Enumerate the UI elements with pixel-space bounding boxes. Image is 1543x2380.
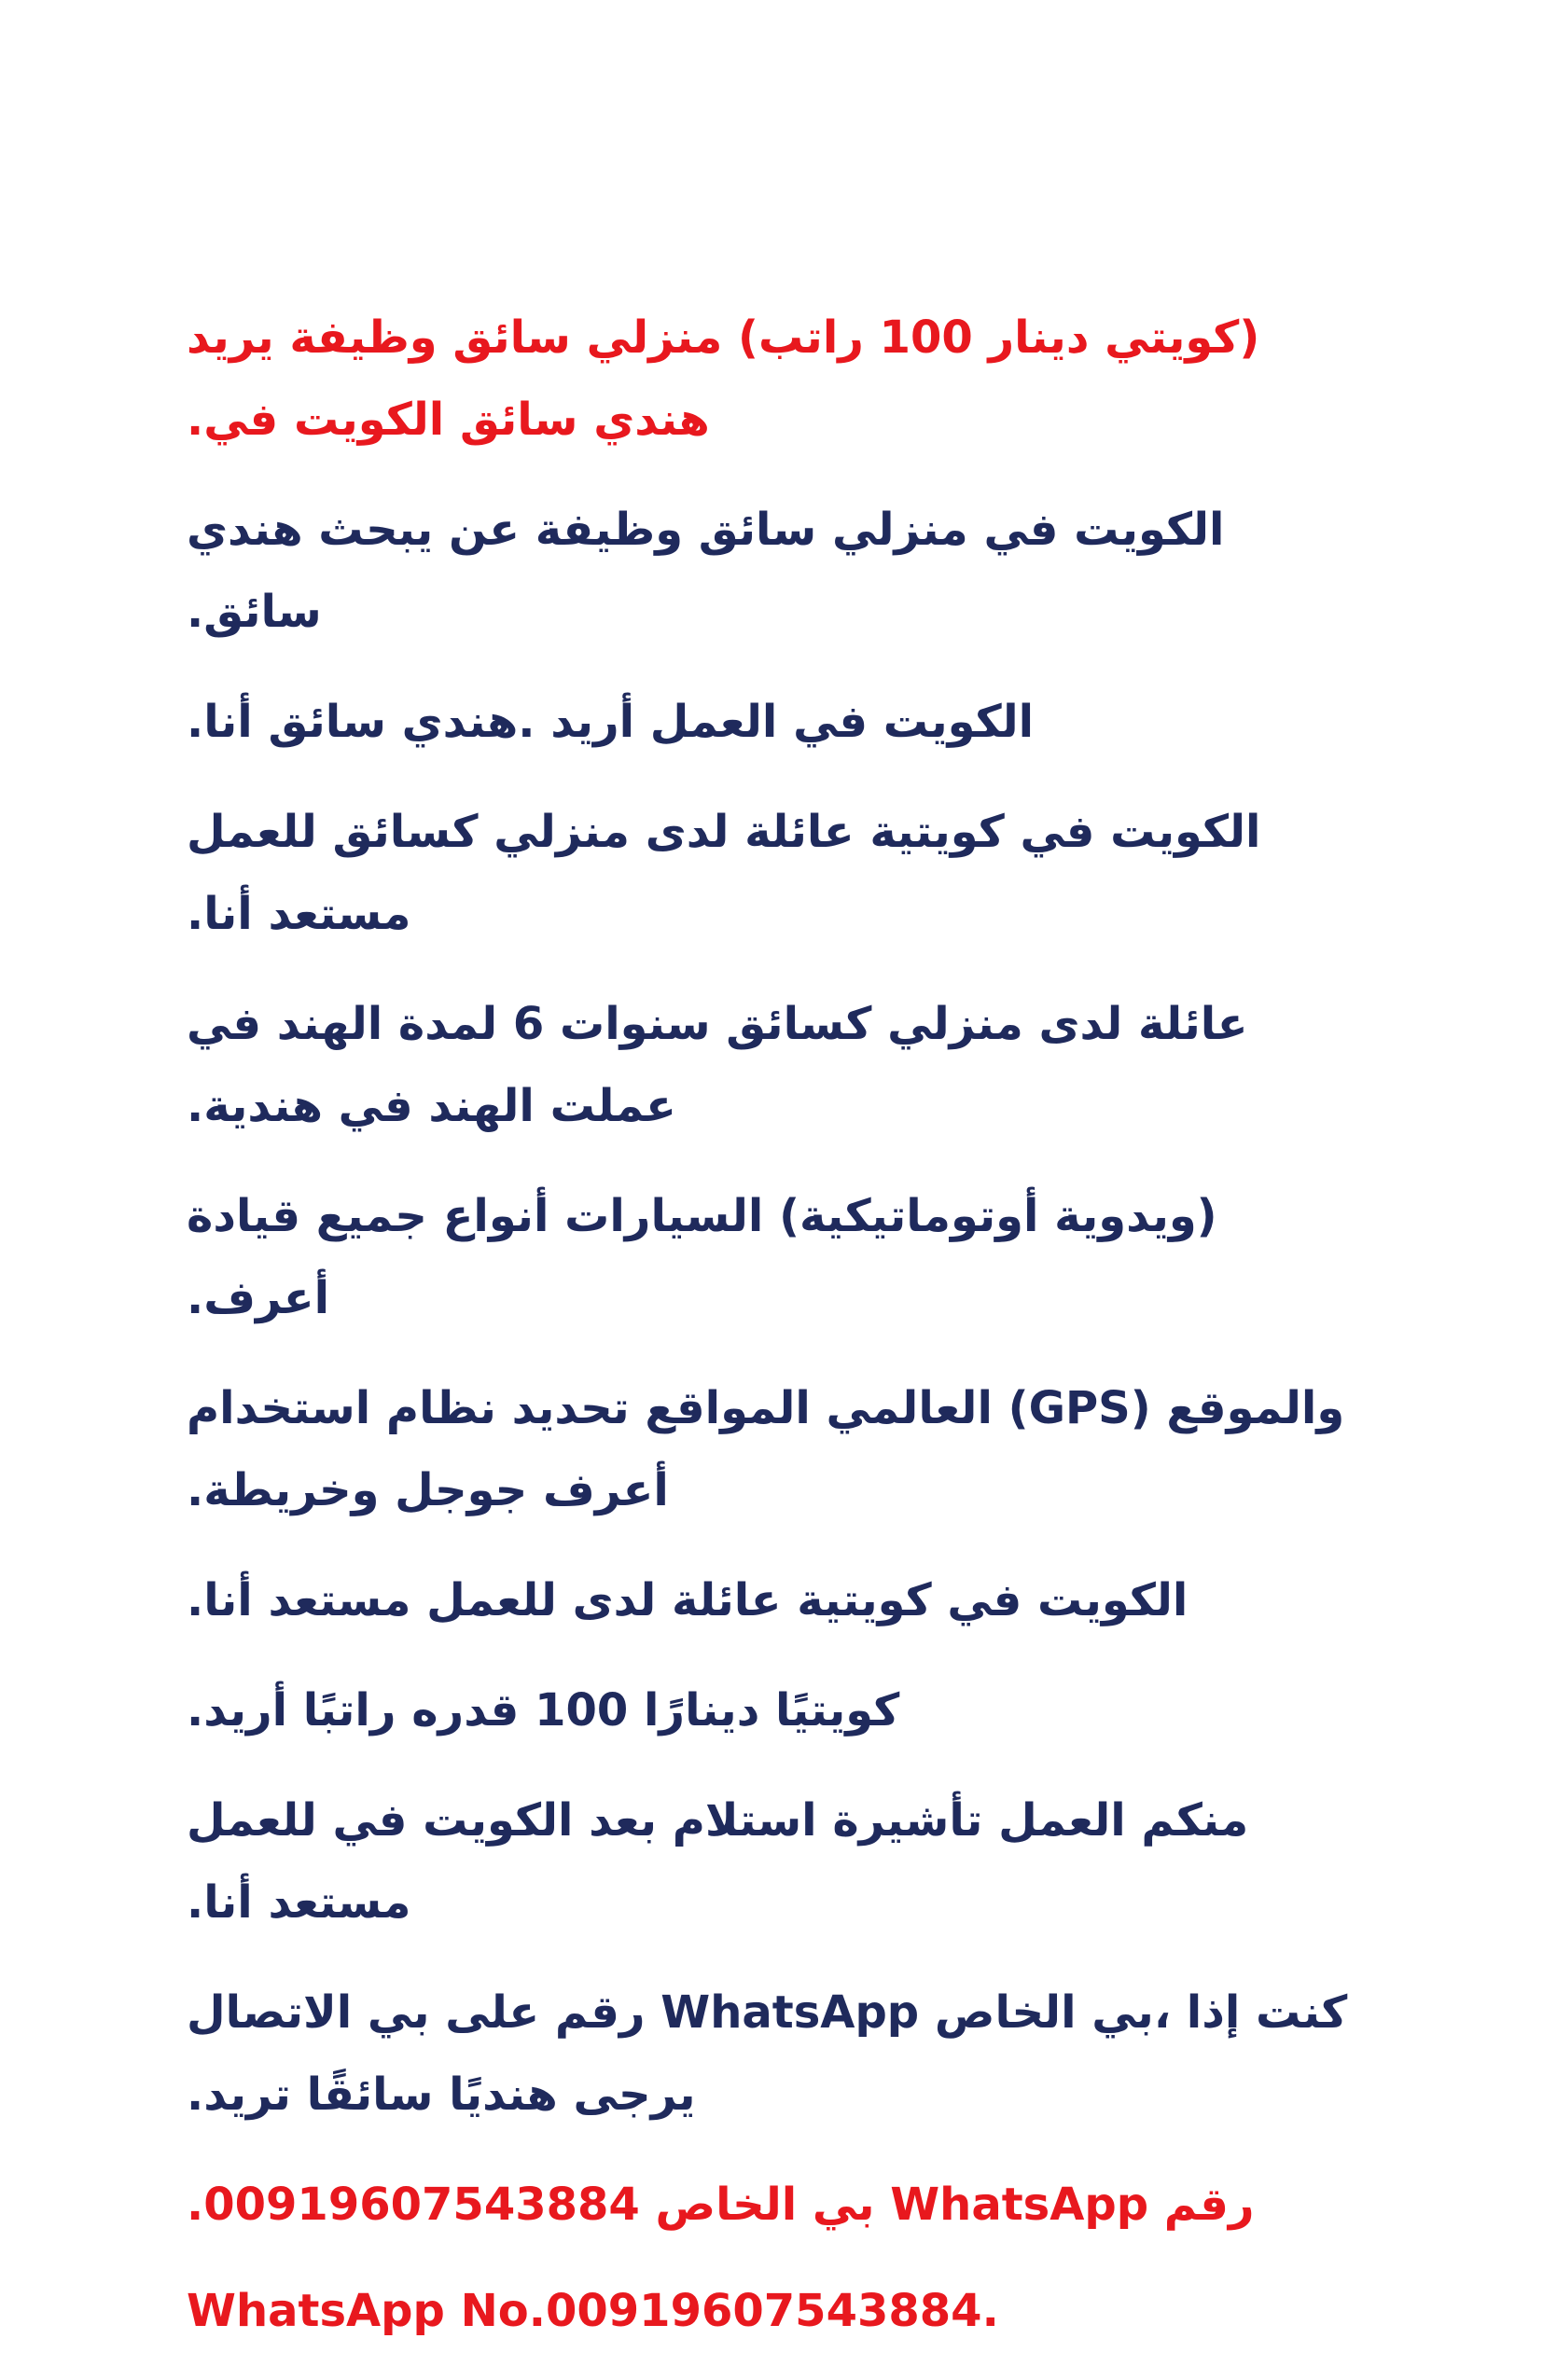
body-paragraph: منكم العمل تأشيرة استلام بعد الكويت في للعمل مستعد أنا. xyxy=(187,1794,1249,1929)
body-paragraph: الكويت في منزلي سائق وظيفة عن يبحث هندي سائق. xyxy=(187,504,1225,638)
body-paragraph: عائلة لدى منزلي كسائق سنوات 6 لمدة الهند في عملت الهند في هندية. xyxy=(187,998,1248,1132)
headline-paragraph: (كويتي دينار 100 راتب) منزلي سائق وظيفة يريد هندي سائق الكويت في. xyxy=(187,311,1260,446)
body-paragraph: كويتيًا دينارًا 100 قدره راتبًا أريد. xyxy=(187,1684,900,1737)
whatsapp-number-arabic: رقم WhatsApp بي الخاص 00919607543884. xyxy=(187,2179,1255,2231)
body-paragraph: والموقع (GPS) العالمي المواقع تحديد نظام استخدام أعرف جوجل وخريطة. xyxy=(187,1382,1345,1516)
body-paragraph: الكويت في كويتية عائلة لدى منزلي كسائق للعمل مستعد أنا. xyxy=(187,806,1261,940)
body-paragraph: (ويدوية أوتوماتيكية) السيارات أنواع جميع قيادة أعرف. xyxy=(187,1190,1217,1324)
body-paragraph: الكويت في العمل أريد .هندي سائق أنا. xyxy=(187,696,1035,748)
document-body xyxy=(187,297,1371,2380)
whatsapp-number-english: WhatsApp No.00919607543884. xyxy=(187,2285,999,2337)
contact-paragraph: كنت إذا ،بي الخاص WhatsApp رقم على بي الاتصال يرجى هنديًا سائقًا تريد. xyxy=(187,1986,1348,2121)
body-paragraph: الكويت في كويتية عائلة لدى للعمل مستعد أنا. xyxy=(187,1574,1189,1626)
